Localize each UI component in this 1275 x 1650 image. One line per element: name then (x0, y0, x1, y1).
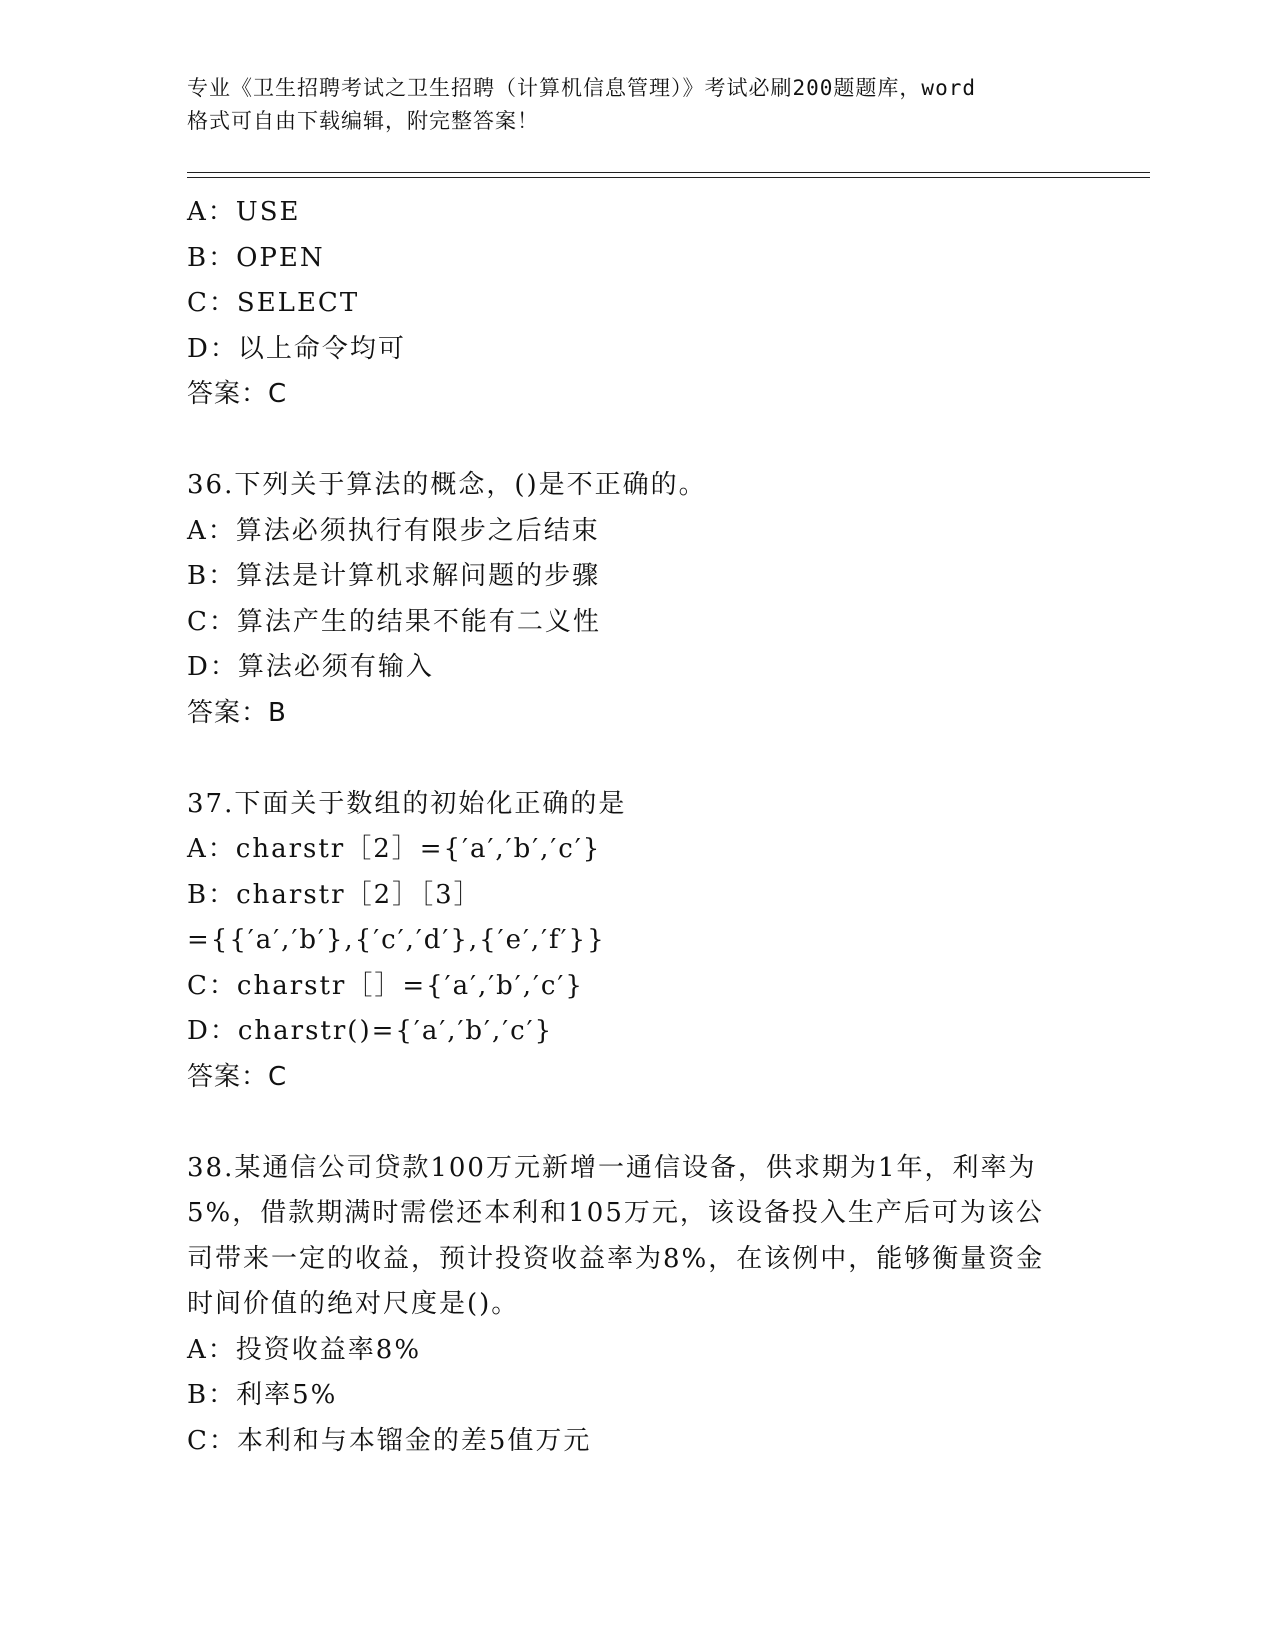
question-stem-line: 38.某通信公司贷款100万元新增一通信设备，供求期为1年，利率为 (187, 1152, 1037, 1183)
option-c: C：本利和与本镏金的差5值万元 (187, 1425, 592, 1456)
option-a: A：USE (187, 197, 301, 227)
header-line-1: 专业《卫生招聘考试之卫生招聘（计算机信息管理）》考试必刷200题题库，word (187, 76, 976, 100)
option-d: D：算法必须有输入 (187, 652, 434, 682)
question-stem-line: 时间价值的绝对尺度是()。 (187, 1289, 520, 1319)
question-35-block (187, 190, 1087, 418)
answer-label: 答案：B (187, 697, 287, 728)
option-a: A：charstr［2］={′a′,′b′,′c′} (187, 834, 602, 864)
spacer (187, 418, 1087, 464)
answer-label: 答案：C (187, 379, 288, 409)
question-stem-line: 司带来一定的收益，预计投资收益率为8%，在该例中，能够衡量资金 (187, 1243, 1045, 1274)
document-header (187, 72, 1087, 138)
question-stem: 36.下列关于算法的概念，()是不正确的。 (187, 470, 707, 500)
option-c: C：SELECT (187, 288, 360, 318)
question-list (187, 190, 1087, 1464)
option-c: C：charstr［］={′a′,′b′,′c′} (187, 970, 584, 1001)
spacer (187, 736, 1087, 782)
option-b-continued: ={{′a′,′b′},{′c′,′d′},{′e′,′f′}} (187, 925, 606, 955)
question-36-block (187, 463, 1087, 736)
option-b: B：算法是计算机求解问题的步骤 (187, 561, 601, 591)
option-c: C：算法产生的结果不能有二义性 (187, 606, 601, 637)
question-37-block (187, 782, 1087, 1101)
spacer (187, 1100, 1087, 1146)
header-rule-bottom (187, 177, 1150, 178)
header-line-2: 格式可自由下载编辑，附完整答案！ (187, 109, 539, 133)
option-a: A：算法必须执行有限步之后结束 (187, 515, 600, 546)
question-stem-line: 5%，借款期满时需偿还本利和105万元，该设备投入生产后可为该公 (187, 1198, 1044, 1228)
question-stem: 37.下面关于数组的初始化正确的是 (187, 788, 627, 819)
answer-label: 答案：C (187, 1061, 288, 1092)
header-rule-top (187, 172, 1150, 173)
option-d: D：以上命令均可 (187, 333, 406, 364)
option-b: B：利率5% (187, 1380, 338, 1410)
option-d: D：charstr()={′a′,′b′,′c′} (187, 1016, 554, 1046)
option-b: B：OPEN (187, 242, 325, 273)
option-a: A：投资收益率8% (187, 1334, 422, 1365)
option-b: B：charstr［2］［3］ (187, 879, 482, 910)
question-38-block (187, 1146, 1087, 1465)
